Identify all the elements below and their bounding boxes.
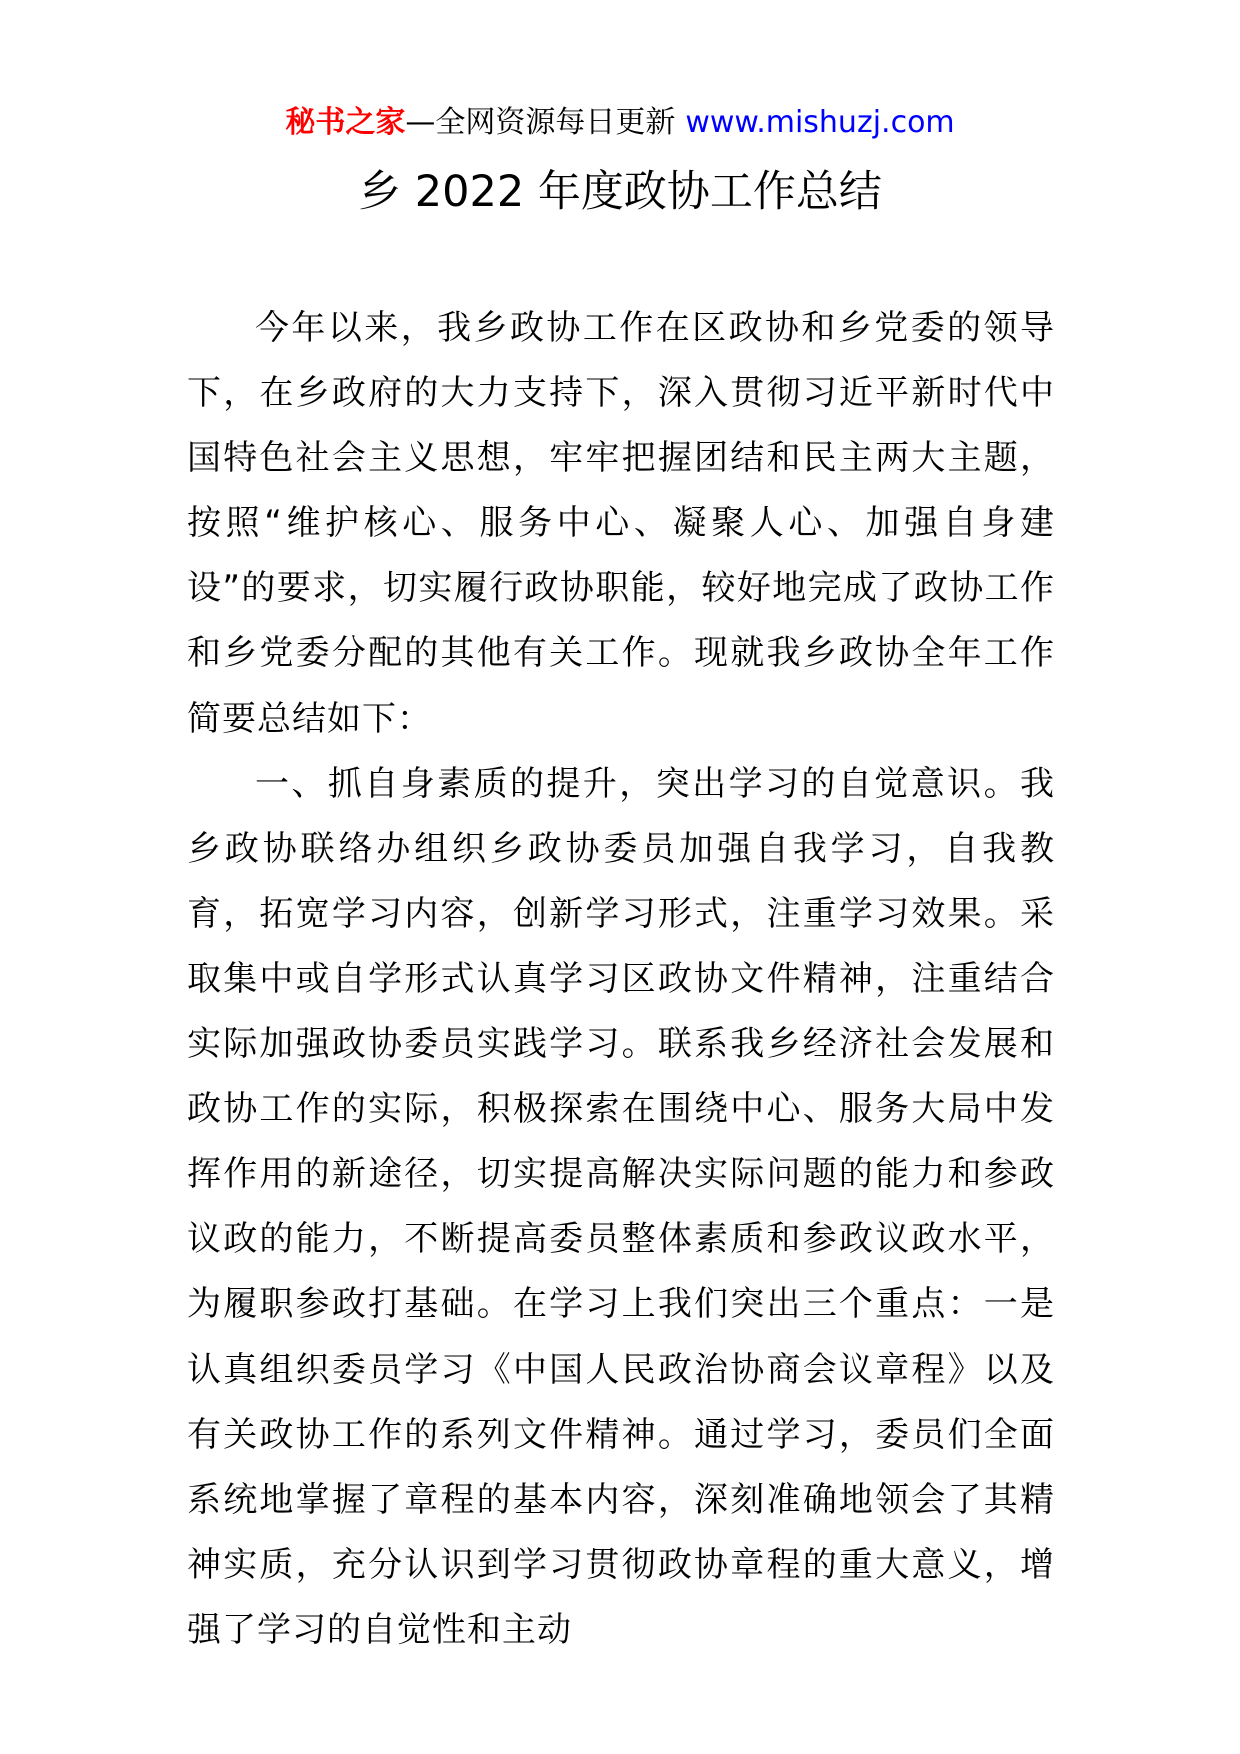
document-title: 乡 2022 年度政协工作总结: [358, 167, 882, 217]
document-body: [187, 296, 1055, 1663]
paragraph-intro: 今年以来，我乡政协工作在区政协和乡党委的领导下，在乡政府的大力支持下，深入贯彻习近平新时代中国特色社会主义思想，牢牢把握团结和民主两大主题，按照“维护核心、服务中心、凝聚人心、加强自身建设”的要求，切实履行政协职能，较好地完成了政协工作和乡党委分配的其他有关工作。现就我乡政协全年工作简要总结如下：: [187, 308, 1055, 739]
paragraph-section-one: 一、抓自身素质的提升，突出学习的自觉意识。我乡政协联络办组织乡政协委员加强自我学习，自我教育，拓宽学习内容，创新学习形式，注重学习效果。采取集中或自学形式认真学习区政协文件精神，注重结合实际加强政协委员实践学习。联系我乡经济社会发展和政协工作的实际，积极探索在围绕中心、服务大局中发挥作用的新途径，切实提高解决实际问题的能力和参政议政的能力，不断提高委员整体素质和参政议政水平，为履职参政打基础。在学习上我们突出三个重点：一是认真组织委员学习《中国人民政治协商会议章程》以及有关政协工作的系列文件精神。通过学习，委员们全面系统地掌握了章程的基本内容，深刻准确地领会了其精神实质，充分认识到学习贯彻政协章程的重大意义，增强了学习的自觉性和主动: [187, 763, 1055, 1650]
site-url-link[interactable]: www.mishuzj.com: [685, 105, 955, 140]
site-name: 秘书之家: [285, 105, 406, 140]
site-header: [0, 100, 1240, 146]
site-slogan: —全网资源每日更新: [405, 105, 676, 140]
